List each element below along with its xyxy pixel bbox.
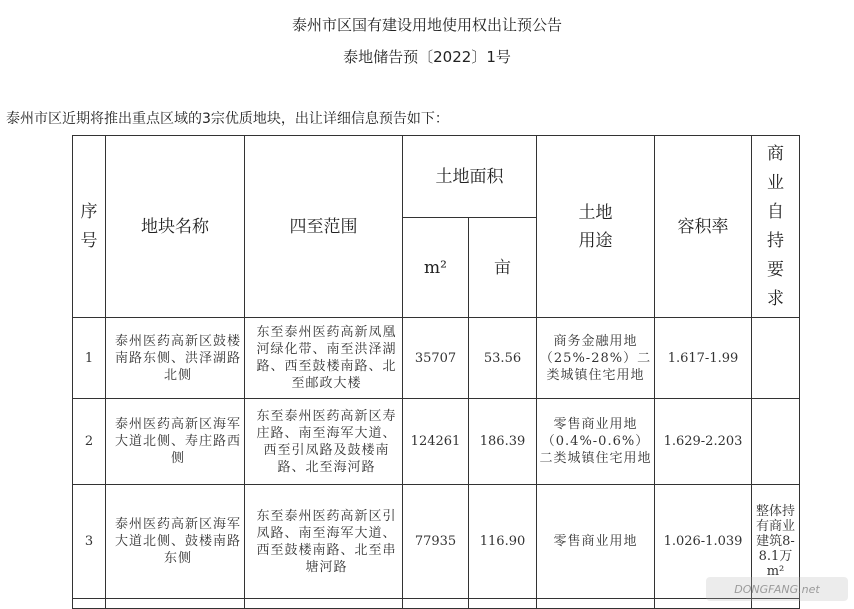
header-use-line2: 用途 [578, 230, 613, 251]
document-number: 泰地储告预〔2022〕1号 [343, 48, 511, 66]
header-name: 地块名称 [106, 136, 245, 318]
row-seq: 1 [73, 318, 106, 399]
header-seq: 序号 [73, 136, 106, 318]
row-use: 商务金融用地（25%-28%）二类城镇住宅用地 [537, 318, 655, 399]
header-area: 土地面积 [403, 136, 537, 218]
row-req [752, 399, 800, 485]
table-row [73, 485, 800, 599]
header-mu: 亩 [469, 218, 537, 318]
row-use: 零售商业用地（0.4%-0.6%）二类城镇住宅用地 [537, 399, 655, 485]
row-name: 泰州医药高新区鼓楼南路东侧、洪泽湖路北侧 [106, 318, 245, 399]
row-bounds: 东至泰州医药高新区寿庄路、南至海军大道、西至引凤路及鼓楼南路、北至海河路 [245, 399, 403, 485]
row-far: 1.026-1.039 [655, 485, 752, 599]
row-seq: 3 [73, 485, 106, 599]
row-mu: 186.39 [469, 399, 537, 485]
table-row [73, 399, 800, 485]
land-table [72, 135, 800, 609]
row-name: 泰州医药高新区海军大道北侧、鼓楼南路东侧 [106, 485, 245, 599]
header-bounds: 四至范围 [245, 136, 403, 318]
row-bounds: 东至泰州医药高新区引凤路、南至海军大道、西至鼓楼南路、北至串塘河路 [245, 485, 403, 599]
document-title: 泰州市区国有建设用地使用权出让预公告 [291, 16, 562, 34]
row-mu: 53.56 [469, 318, 537, 399]
watermark-text: DONGFANG.net [734, 582, 820, 596]
table-row-partial [73, 599, 800, 609]
row-bounds: 东至泰州医药高新凤凰河绿化带、南至洪泽湖路、西至鼓楼南路、北至邮政大楼 [245, 318, 403, 399]
header-req: 商业自持要求 [752, 136, 800, 318]
intro-text: 泰州市区近期将推出重点区域的3宗优质地块，出让详细信息预告如下： [6, 111, 449, 127]
row-sqm: 124261 [403, 399, 469, 485]
header-far: 容积率 [655, 136, 752, 318]
header-use-line1: 土地 [578, 202, 613, 223]
table-row [73, 318, 800, 399]
row-seq: 2 [73, 399, 106, 485]
row-far: 1.617-1.99 [655, 318, 752, 399]
row-sqm: 77935 [403, 485, 469, 599]
row-name: 泰州医药高新区海军大道北侧、寿庄路西侧 [106, 399, 245, 485]
header-use [537, 136, 655, 318]
watermark-logo [706, 577, 848, 601]
row-req [752, 318, 800, 399]
row-far: 1.629-2.203 [655, 399, 752, 485]
row-req: 整体持有商业建筑8-8.1万m² [752, 485, 800, 599]
row-mu: 116.90 [469, 485, 537, 599]
row-sqm: 35707 [403, 318, 469, 399]
row-use: 零售商业用地 [537, 485, 655, 599]
header-sqm: m² [403, 218, 469, 318]
